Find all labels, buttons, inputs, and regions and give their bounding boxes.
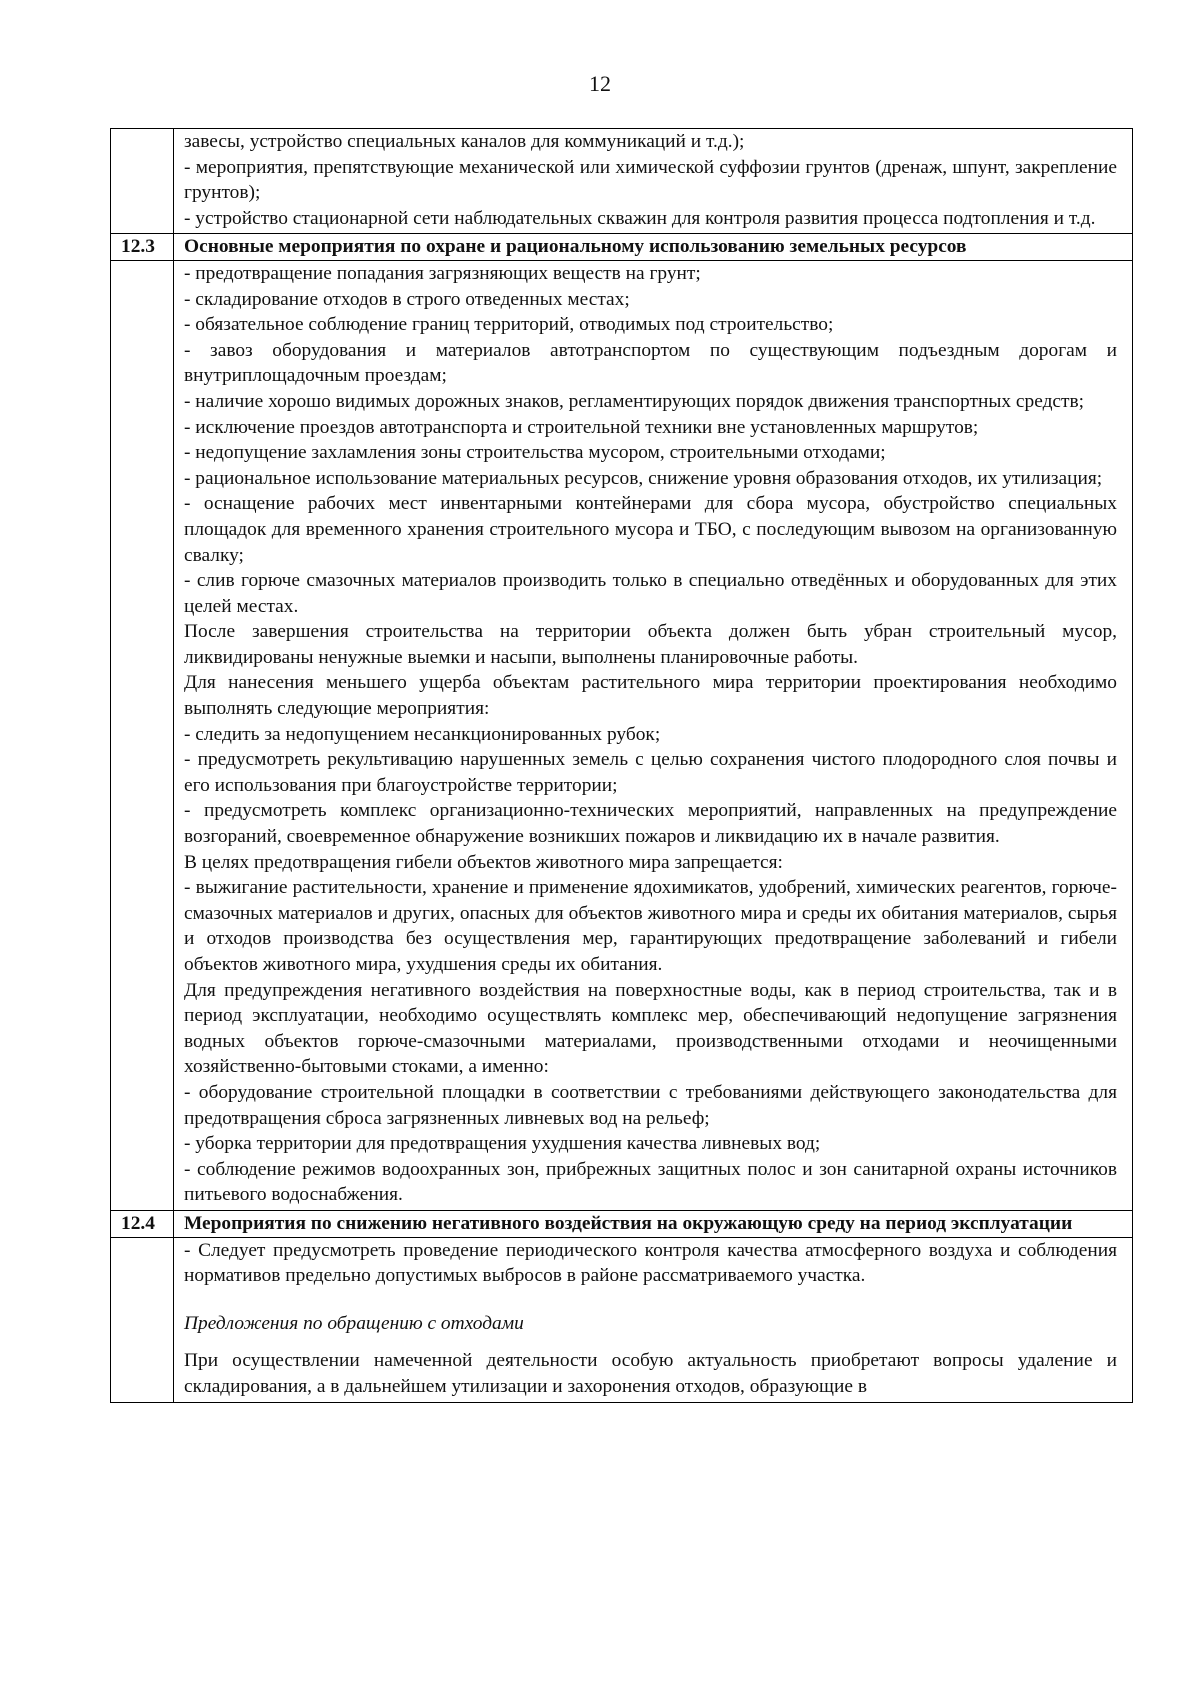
section-number: 12.3: [111, 234, 174, 261]
list-item: - наличие хорошо видимых дорожных знаков, регламентирующих порядок движения транспортных средств;: [184, 390, 1085, 412]
list-item: - исключение проездов автотранспорта и строительной техники вне установленных маршрутов;: [184, 416, 979, 438]
paragraph: Для нанесения меньшего ущерба объектам растительного мира территории проектирования необходимо выполнять следующие мероприятия:: [184, 672, 1117, 720]
table-row-section-header: [111, 1210, 1133, 1237]
list-item: - слив горюче смазочных материалов производить только в специально отведённых и оборудованных для этих целей местах.: [184, 570, 1117, 617]
table-row-section-body: [111, 1237, 1133, 1402]
row-number-cell-empty: [111, 129, 174, 234]
text-line: - мероприятия, препятствующие механической или химической суффозии грунтов (дренаж, шпунт, закрепление грунтов);: [184, 156, 1117, 204]
table-row-section-body: [111, 260, 1133, 1210]
list-item: - рациональное использование материальных ресурсов, снижение уровня образования отходов, их утилизация;: [184, 467, 1103, 489]
list-item: - предотвращение попадания загрязняющих веществ на грунт;: [184, 262, 701, 284]
text-line: завесы, устройство специальных каналов для коммуникаций и т.д.);: [184, 131, 745, 152]
paragraph: В целях предотвращения гибели объектов животного мира запрещается:: [184, 851, 783, 873]
list-item: - выжигание растительности, хранение и применение ядохимикатов, удобрений, химических реагентов, горюче-смазочных материалов и других, опасных для объектов животного мира и среды их обитания материалов, сырья и отходов производства без осуществления мер, гарантирующих предотвращение заболеваний и гибели объектов животного мира, ухудшения среды их обитания.: [184, 877, 1117, 975]
document-table: [110, 128, 1133, 1403]
paragraph: Для предупреждения негативного воздействия на поверхностные воды, как в период строительства, так и в период эксплуатации, необходимо осуществлять комплекс мер, обеспечивающий недопущение загрязнения водных объектов горюче-смазочными материалами, производственными отходами и неочищенными хозяйственно-бытовыми стоками, а именно:: [184, 979, 1117, 1078]
table-row-section-header: [111, 234, 1133, 261]
list-item: - соблюдение режимов водоохранных зон, прибрежных защитных полос и зон санитарной охраны источников питьевого водоснабжения.: [184, 1158, 1117, 1206]
section-title: Мероприятия по снижению негативного воздействия на окружающую среду на период эксплуатации: [174, 1210, 1133, 1237]
section-body-cell: [174, 1237, 1133, 1402]
list-item: - предусмотреть комплекс организационно-технических мероприятий, направленных на предупреждение возгораний, своевременное обнаружение возникших пожаров и ликвидацию их в начале развития.: [184, 800, 1117, 848]
section-title: Основные мероприятия по охране и рациональному использованию земельных ресурсов: [174, 234, 1133, 261]
section-body-cell: [174, 260, 1133, 1210]
list-item: - предусмотреть рекультивацию нарушенных земель с целью сохранения чистого плодородного слоя почвы и его использования при благоустройстве территории;: [184, 749, 1117, 796]
list-item: - обязательное соблюдение границ территорий, отводимых под строительство;: [184, 314, 834, 336]
list-item: - оборудование строительной площадки в соответствии с требованиями действующего законодательства для предотвращения сброса загрязненных ливневых вод на рельеф;: [184, 1081, 1117, 1129]
row-number-cell-empty: [111, 1237, 174, 1402]
paragraph: При осуществлении намеченной деятельности особую актуальность приобретают вопросы удаление и складирования, а в дальнейшем утилизации и захоронения отходов, образующие в: [184, 1350, 1117, 1397]
list-item: - уборка территории для предотвращения ухудшения качества ливневых вод;: [184, 1133, 821, 1155]
list-item: - недопущение захламления зоны строительства мусором, строительными отходами;: [184, 442, 886, 464]
list-item: - завоз оборудования и материалов автотранспортом по существующим подъездным дорогам и внутриплощадочным проездам;: [184, 339, 1117, 387]
page-number: 12: [589, 71, 611, 96]
paragraph: После завершения строительства на территории объекта должен быть убран строительный мусор, ликвидированы ненужные выемки и насыпи, выполнены планировочные работы.: [184, 621, 1117, 668]
list-item: - следить за недопущением несанкционированных рубок;: [184, 723, 661, 745]
subheading: Предложения по обращению с отходами: [184, 1312, 524, 1334]
continuation-text-cell: [174, 129, 1133, 234]
list-item: - оснащение рабочих мест инвентарными контейнерами для сбора мусора, обустройство специальных площадок для временного хранения строительного мусора и ТБО, с последующим вывозом на организованную свалку;: [184, 493, 1117, 566]
paragraph: - Следует предусмотреть проведение периодического контроля качества атмосферного воздуха и соблюдения нормативов предельно допустимых выбросов в районе рассматриваемого участка.: [184, 1239, 1117, 1287]
table-row-continuation: [111, 129, 1133, 234]
section-number: 12.4: [111, 1210, 174, 1237]
list-item: - складирование отходов в строго отведенных местах;: [184, 288, 630, 310]
text-line: - устройство стационарной сети наблюдательных скважин для контроля развития процесса подтопления и т.д.: [184, 207, 1096, 229]
row-number-cell-empty: [111, 260, 174, 1210]
